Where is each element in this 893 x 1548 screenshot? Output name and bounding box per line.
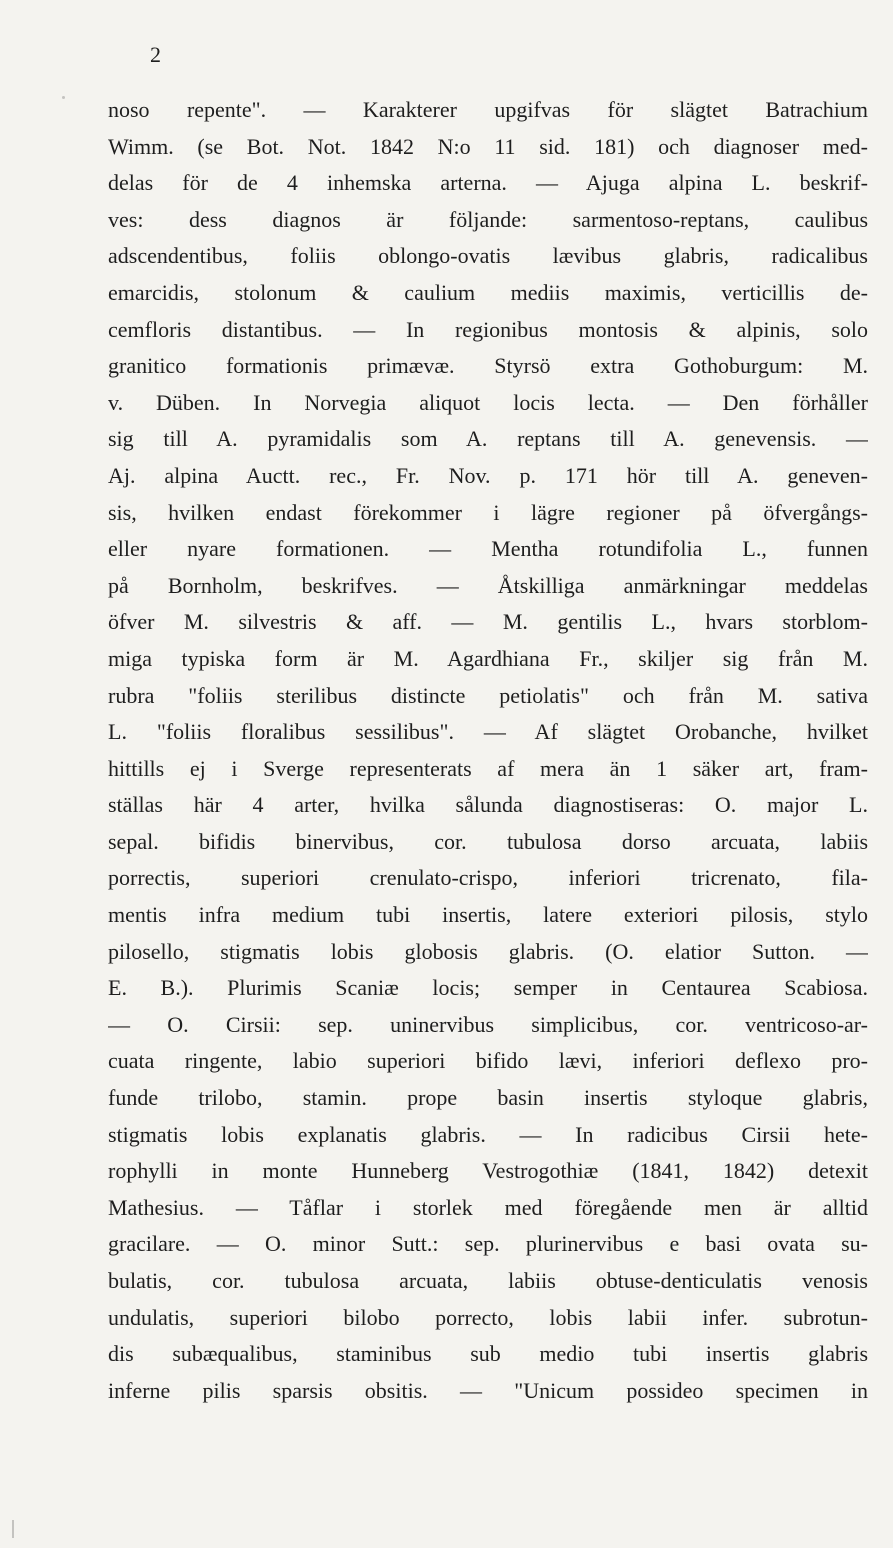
page-number: 2 bbox=[150, 42, 161, 67]
text-line: sepal. bifidis binervibus, cor. tubulosa dorso arcuata, labiis bbox=[108, 828, 868, 854]
text-line: adscendentibus, foliis oblongo-ovatis lævibus glabris, radicalibus bbox=[108, 243, 868, 269]
text-line: pilosello, stigmatis lobis globosis glabris. (O. elatior Sutton. — bbox=[108, 938, 868, 964]
text-line: stigmatis lobis explanatis glabris. — In radicibus Cirsii hete- bbox=[108, 1121, 868, 1147]
text-line: funde trilobo, stamin. prope basin insertis styloque glabris, bbox=[108, 1085, 868, 1111]
text-line: eller nyare formationen. — Mentha rotundifolia L., funnen bbox=[108, 536, 868, 562]
text-line: rubra "foliis sterilibus distincte petiolatis" och från M. sativa bbox=[108, 682, 868, 708]
text-line: dis subæqualibus, staminibus sub medio tubi insertis glabris bbox=[108, 1341, 868, 1367]
text-line: på Bornholm, beskrifves. — Åtskilliga anmärkningar meddelas bbox=[108, 572, 868, 598]
text-line: porrectis, superiori crenulato-crispo, inferiori tricrenato, fila- bbox=[108, 865, 868, 891]
scan-speck bbox=[62, 96, 65, 99]
text-line: delas för de 4 inhemska arterna. — Ajuga alpina L. beskrif- bbox=[108, 170, 868, 196]
text-line: gracilare. — O. minor Sutt.: sep. plurinervibus e basi ovata su- bbox=[108, 1231, 868, 1257]
text-line: sis, hvilken endast förekommer i lägre regioner på öfvergångs- bbox=[108, 499, 868, 525]
text-line: cuata ringente, labio superiori bifido lævi, inferiori deflexo pro- bbox=[108, 1048, 868, 1074]
scan-speck bbox=[12, 1520, 14, 1538]
text-line: öfver M. silvestris & aff. — M. gentilis L., hvars storblom- bbox=[108, 609, 868, 635]
text-line: E. B.). Plurimis Scaniæ locis; semper in Centaurea Scabiosa. bbox=[108, 975, 868, 1001]
text-line: hittills ej i Sverge representerats af mera än 1 säker art, fram- bbox=[108, 755, 868, 781]
text-line: Mathesius. — Tåflar i storlek med föregående men är alltid bbox=[108, 1194, 868, 1220]
text-line: inferne pilis sparsis obsitis. — "Unicum possideo specimen in bbox=[108, 1377, 868, 1403]
text-line: rophylli in monte Hunneberg Vestrogothiæ (1841, 1842) detexit bbox=[108, 1158, 868, 1184]
text-line: mentis infra medium tubi insertis, latere exteriori pilosis, stylo bbox=[108, 902, 868, 928]
text-line: granitico formationis primævæ. Styrsö extra Gothoburgum: M. bbox=[108, 353, 868, 379]
text-line: Wimm. (se Bot. Not. 1842 N:o 11 sid. 181) och diagnoser med- bbox=[108, 133, 868, 159]
text-line: cemfloris distantibus. — In regionibus montosis & alpinis, solo bbox=[108, 316, 868, 342]
text-line: emarcidis, stolonum & caulium mediis maximis, verticillis de- bbox=[108, 279, 868, 305]
text-line: ves: dess diagnos är följande: sarmentoso-reptans, caulibus bbox=[108, 206, 868, 232]
text-line: v. Düben. In Norvegia aliquot locis lecta. — Den förhåller bbox=[108, 389, 868, 415]
text-line: undulatis, superiori bilobo porrecto, lobis labii infer. subrotun- bbox=[108, 1304, 868, 1330]
body-text bbox=[108, 92, 868, 1409]
text-line: bulatis, cor. tubulosa arcuata, labiis obtuse-denticulatis venosis bbox=[108, 1268, 868, 1293]
text-line: sig till A. pyramidalis som A. reptans till A. genevensis. — bbox=[108, 426, 868, 452]
text-line: L. "foliis floralibus sessilibus". — Af slägtet Orobanche, hvilket bbox=[108, 719, 868, 745]
text-line: noso repente". — Karakterer upgifvas för slägtet Batrachium bbox=[108, 97, 868, 122]
text-line: — O. Cirsii: sep. uninervibus simplicibus, cor. ventricoso-ar- bbox=[108, 1011, 868, 1037]
text-line: ställas här 4 arter, hvilka sålunda diagnostiseras: O. major L. bbox=[108, 792, 868, 818]
text-line: miga typiska form är M. Agardhiana Fr., skiljer sig från M. bbox=[108, 645, 868, 671]
text-line: Aj. alpina Auctt. rec., Fr. Nov. p. 171 hör till A. geneven- bbox=[108, 462, 868, 488]
